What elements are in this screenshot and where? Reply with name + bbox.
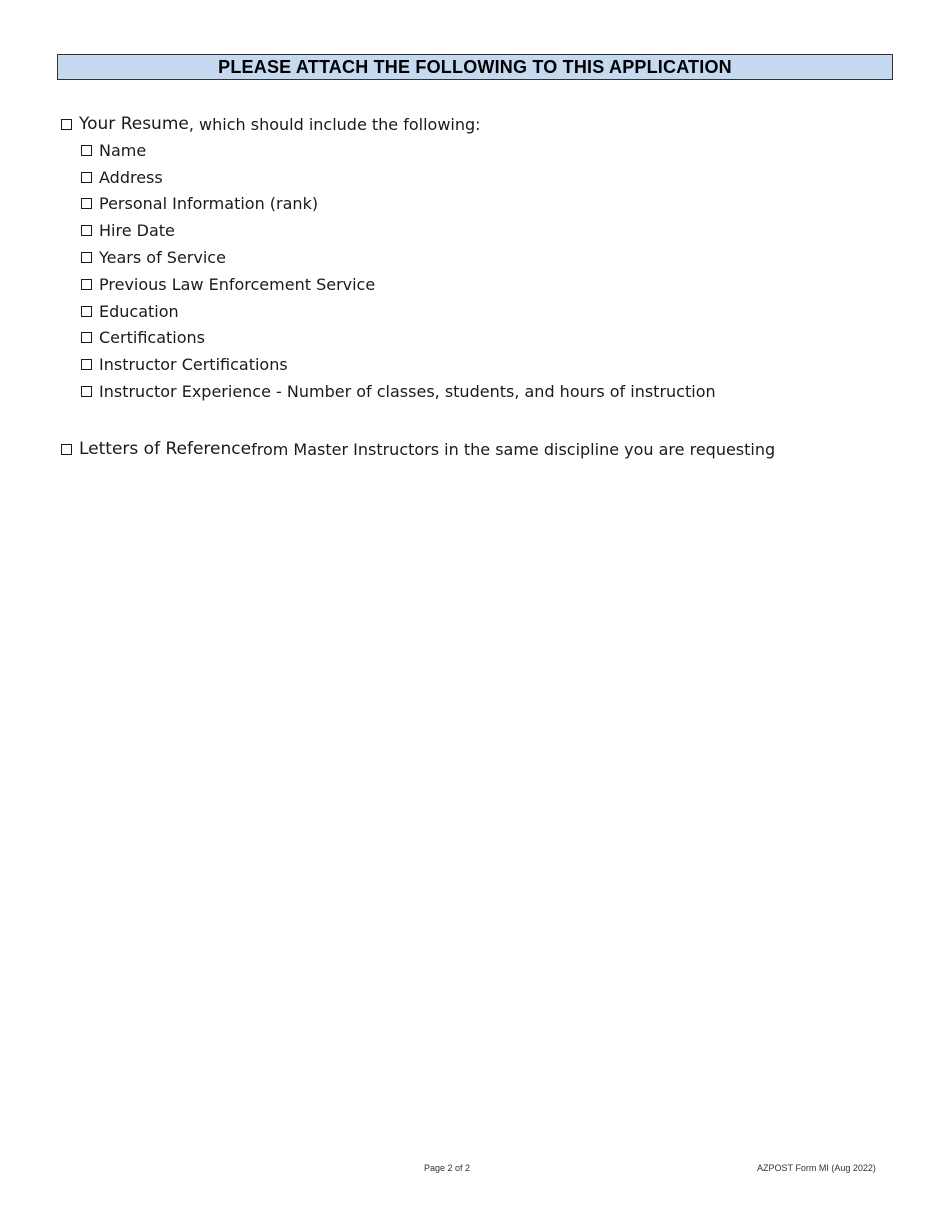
resume-subitem-years-of-service (81, 246, 226, 268)
resume-subitem-personal-info (81, 192, 318, 214)
previous-service-checkbox[interactable] (81, 279, 92, 290)
subitem-label: Years of Service (99, 247, 226, 267)
address-checkbox[interactable] (81, 172, 92, 183)
references-description: from Master Instructors in the same discipline you are requesting (251, 439, 776, 459)
page-number: Page 2 of 2 (424, 1163, 471, 1173)
hire-date-checkbox[interactable] (81, 225, 92, 236)
subitem-label: Previous Law Enforcement Service (99, 274, 376, 294)
form-identifier: AZPOST Form MI (Aug 2022) (757, 1163, 876, 1173)
resume-subitem-address (81, 166, 163, 188)
resume-checkbox[interactable] (61, 119, 72, 130)
subitem-label: Certifications (99, 327, 205, 347)
resume-subitem-name (81, 139, 146, 161)
resume-subitem-certifications (81, 326, 205, 348)
references-lead: Letters of Reference (79, 439, 252, 459)
subitem-label: Hire Date (99, 220, 175, 240)
subitem-label: Instructor Experience - Number of classes, students, and hours of instruction (99, 381, 716, 401)
name-checkbox[interactable] (81, 145, 92, 156)
resume-subitem-education (81, 300, 179, 322)
resume-item (61, 113, 481, 135)
resume-subitem-previous-service (81, 273, 375, 295)
subitem-label: Personal Information (rank) (99, 193, 319, 213)
subitem-label: Education (99, 301, 179, 321)
personal-info-checkbox[interactable] (81, 198, 92, 209)
section-header (57, 54, 893, 80)
references-item (61, 438, 775, 460)
subitem-label: Name (99, 140, 147, 160)
references-checkbox[interactable] (61, 444, 72, 455)
certifications-checkbox[interactable] (81, 332, 92, 343)
years-of-service-checkbox[interactable] (81, 252, 92, 263)
education-checkbox[interactable] (81, 306, 92, 317)
resume-subitem-instructor-experience (81, 380, 716, 402)
subitem-label: Instructor Certifications (99, 354, 288, 374)
subitem-label: Address (99, 167, 163, 187)
resume-subitem-instructor-certifications (81, 353, 288, 375)
instructor-experience-checkbox[interactable] (81, 386, 92, 397)
resume-description: , which should include the following: (188, 114, 481, 134)
instructor-certifications-checkbox[interactable] (81, 359, 92, 370)
section-title: PLEASE ATTACH THE FOLLOWING TO THIS APPLICATION (218, 56, 732, 77)
resume-lead: Your Resume (79, 114, 189, 134)
resume-subitem-hire-date (81, 219, 175, 241)
